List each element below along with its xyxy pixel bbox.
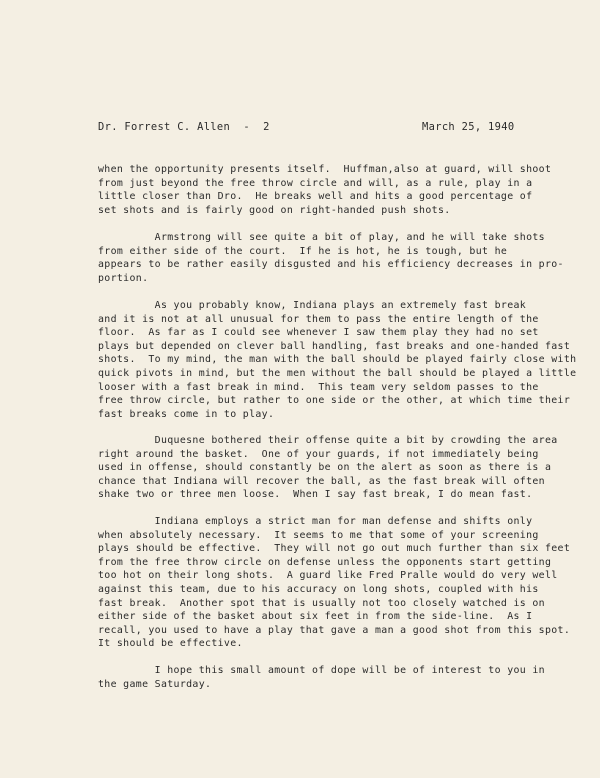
text-line: floor. As far as I could see whenever I saw them play they had no set [98, 327, 539, 339]
text-line: and it is not at all unusual for them to pass the entire length of the [98, 313, 539, 325]
paragraph-duquesne [98, 434, 558, 502]
text-line: Indiana employs a strict man for man defense and shifts only [98, 516, 533, 527]
text-line: the game Saturday. [98, 678, 212, 690]
text-line: used in offense, should constantly be on the alert as soon as there is a [98, 462, 552, 474]
text-line: plays should be effective. They will not go out much further than six feet [98, 543, 571, 555]
paragraph-defense [98, 515, 570, 651]
text-line: It should be effective. [98, 638, 243, 650]
text-line: fast break. Another spot that is usually not too closely watched is on [98, 597, 545, 609]
paragraph-fast-break [98, 299, 576, 421]
text-line: from either side of the court. If he is hot, he is tough, but he [98, 245, 508, 257]
text-line: when absolutely necessary. It seems to me that some of your screening [98, 529, 539, 541]
text-line: chance that Indiana will recover the ball, as the fast break will often [98, 475, 545, 487]
text-line: against this team, due to his accuracy on long shots, coupled with his [98, 583, 539, 595]
paragraph-huffman [98, 163, 551, 217]
paragraph-dope [98, 664, 545, 691]
text-line: from the free throw circle on defense unless the opponents start getting [98, 556, 552, 568]
text-line: looser with a fast break in mind. This team very seldom passes to the [98, 381, 539, 393]
text-line: portion. [98, 272, 149, 284]
text-line: I hope this small amount of dope will be of interest to you in [98, 665, 545, 676]
text-line: Armstrong will see quite a bit of play, and he will take shots [98, 232, 545, 243]
text-line: little closer than Dro. He breaks well and hits a good percentage of [98, 191, 533, 203]
text-line: plays but depended on clever ball handling, fast breaks and one-handed fast [98, 340, 571, 352]
text-line: too hot on their long shots. A guard like Fred Pralle would do very well [98, 570, 558, 582]
recipient-header: Dr. Forrest C. Allen - 2 [98, 121, 270, 133]
text-line: free throw circle, but rather to one side or the other, at which time their [98, 395, 571, 407]
text-line: set shots and is fairly good on right-handed push shots. [98, 204, 451, 216]
text-line: when the opportunity presents itself. Huffman,also at guard, will shoot [98, 164, 552, 175]
text-line: shots. To my mind, the man with the ball should be played fairly close with [98, 354, 577, 366]
text-line: quick pivots in mind, but the men without the ball should be played a little [98, 367, 577, 379]
text-line: shake two or three men loose. When I say fast break, I do mean fast. [98, 489, 533, 501]
text-line: Duquesne bothered their offense quite a bit by crowding the area [98, 435, 558, 446]
text-line: As you probably know, Indiana plays an extremely fast break [98, 300, 527, 311]
text-line: appears to be rather easily disgusted and his efficiency decreases in pro- [98, 259, 564, 271]
text-line: either side of the basket about six feet in from the side-line. As I [98, 611, 533, 623]
text-line: right around the basket. One of your guards, if not immediately being [98, 448, 539, 460]
paragraph-armstrong [98, 231, 564, 285]
text-line: fast breaks come in to play. [98, 408, 275, 420]
text-line: recall, you used to have a play that gave a man a good shot from this spot. [98, 624, 571, 636]
text-line: from just beyond the free throw circle and will, as a rule, play in a [98, 177, 533, 189]
letter-date: March 25, 1940 [422, 121, 515, 133]
